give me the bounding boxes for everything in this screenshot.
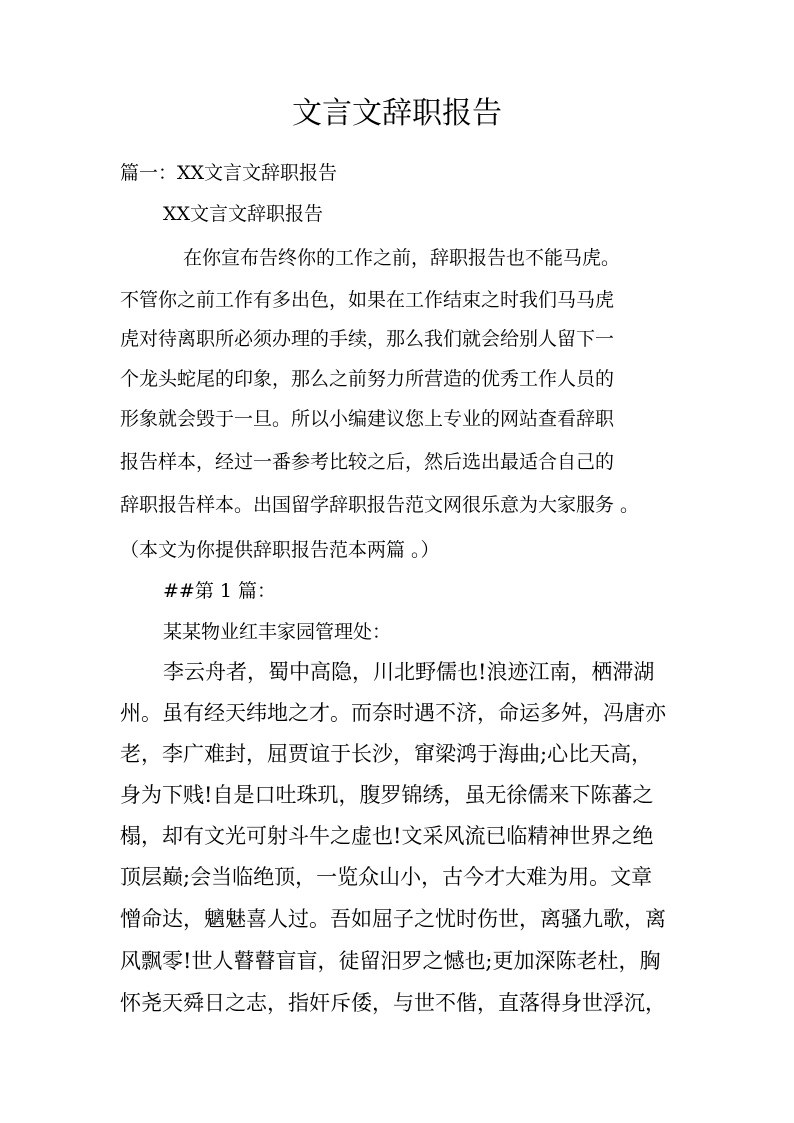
intro-line: 在你宣布告终你的工作之前，辞职报告也不能马虎。 <box>183 247 621 269</box>
body-line: 憎命达，魑魅喜人过。吾如屈子之忧时伤世，离骚九歌，离 <box>120 907 666 931</box>
intro-line: 个龙头蛇尾的印象，那么之前努力所营造的优秀工作人员的 <box>120 368 615 390</box>
intro-line: 辞职报告样本。出国留学辞职报告范文网很乐意为大家服务 。 <box>120 494 640 516</box>
addressee: 某某物业红丰家园管理处： <box>163 621 392 643</box>
intro-line: 虎对待离职所必须办理的手续，那么我们就会给别人留下一 <box>120 328 615 350</box>
document-title: 文言文辞职报告 <box>292 96 502 131</box>
body-line: 风飘零!世人瞽瞽盲盲，徒留汨罗之憾也;更加深陈老杜，胸 <box>120 949 661 973</box>
body-line: 李云舟者，蜀中高隐，川北野儒也!浪迹江南，栖滞湖 <box>163 660 655 684</box>
intro-line: （本文为你提供辞职报告范本两篇 。） <box>120 539 440 561</box>
body-line: 顶层巅;会当临绝顶，一览众山小，古今才大难为用。文章 <box>120 865 653 889</box>
intro-line: 不管你之前工作有多出色，如果在工作结束之时我们马马虎 <box>120 289 615 311</box>
section-heading: 篇一：XX文言文辞职报告 <box>120 162 338 184</box>
part-heading: ##第 1 篇： <box>163 580 277 602</box>
body-line: 怀尧天舜日之志，指奸斥倭，与世不偕，直落得身世浮沉， <box>120 991 666 1015</box>
intro-line: 报告样本，经过一番参考比较之后，然后选出最适合自己的 <box>120 451 615 473</box>
body-line: 州。虽有经天纬地之才。而奈时遇不济，命运多舛，冯唐亦 <box>120 701 666 725</box>
intro-line: 形象就会毁于一旦。所以小编建议您上专业的网站查看辞职 <box>120 408 615 430</box>
article-subtitle: XX文言文辞职报告 <box>163 203 324 225</box>
body-line: 老，李广难封，屈贾谊于长沙，窜梁鸿于海曲;心比天高， <box>120 742 653 766</box>
body-line: 身为下贱!自是口吐珠玑，腹罗锦绣，虽无徐儒来下陈蕃之 <box>120 783 654 807</box>
body-line: 榻，却有文光可射斗牛之虚也!文采风流已临精神世界之绝 <box>120 824 654 848</box>
